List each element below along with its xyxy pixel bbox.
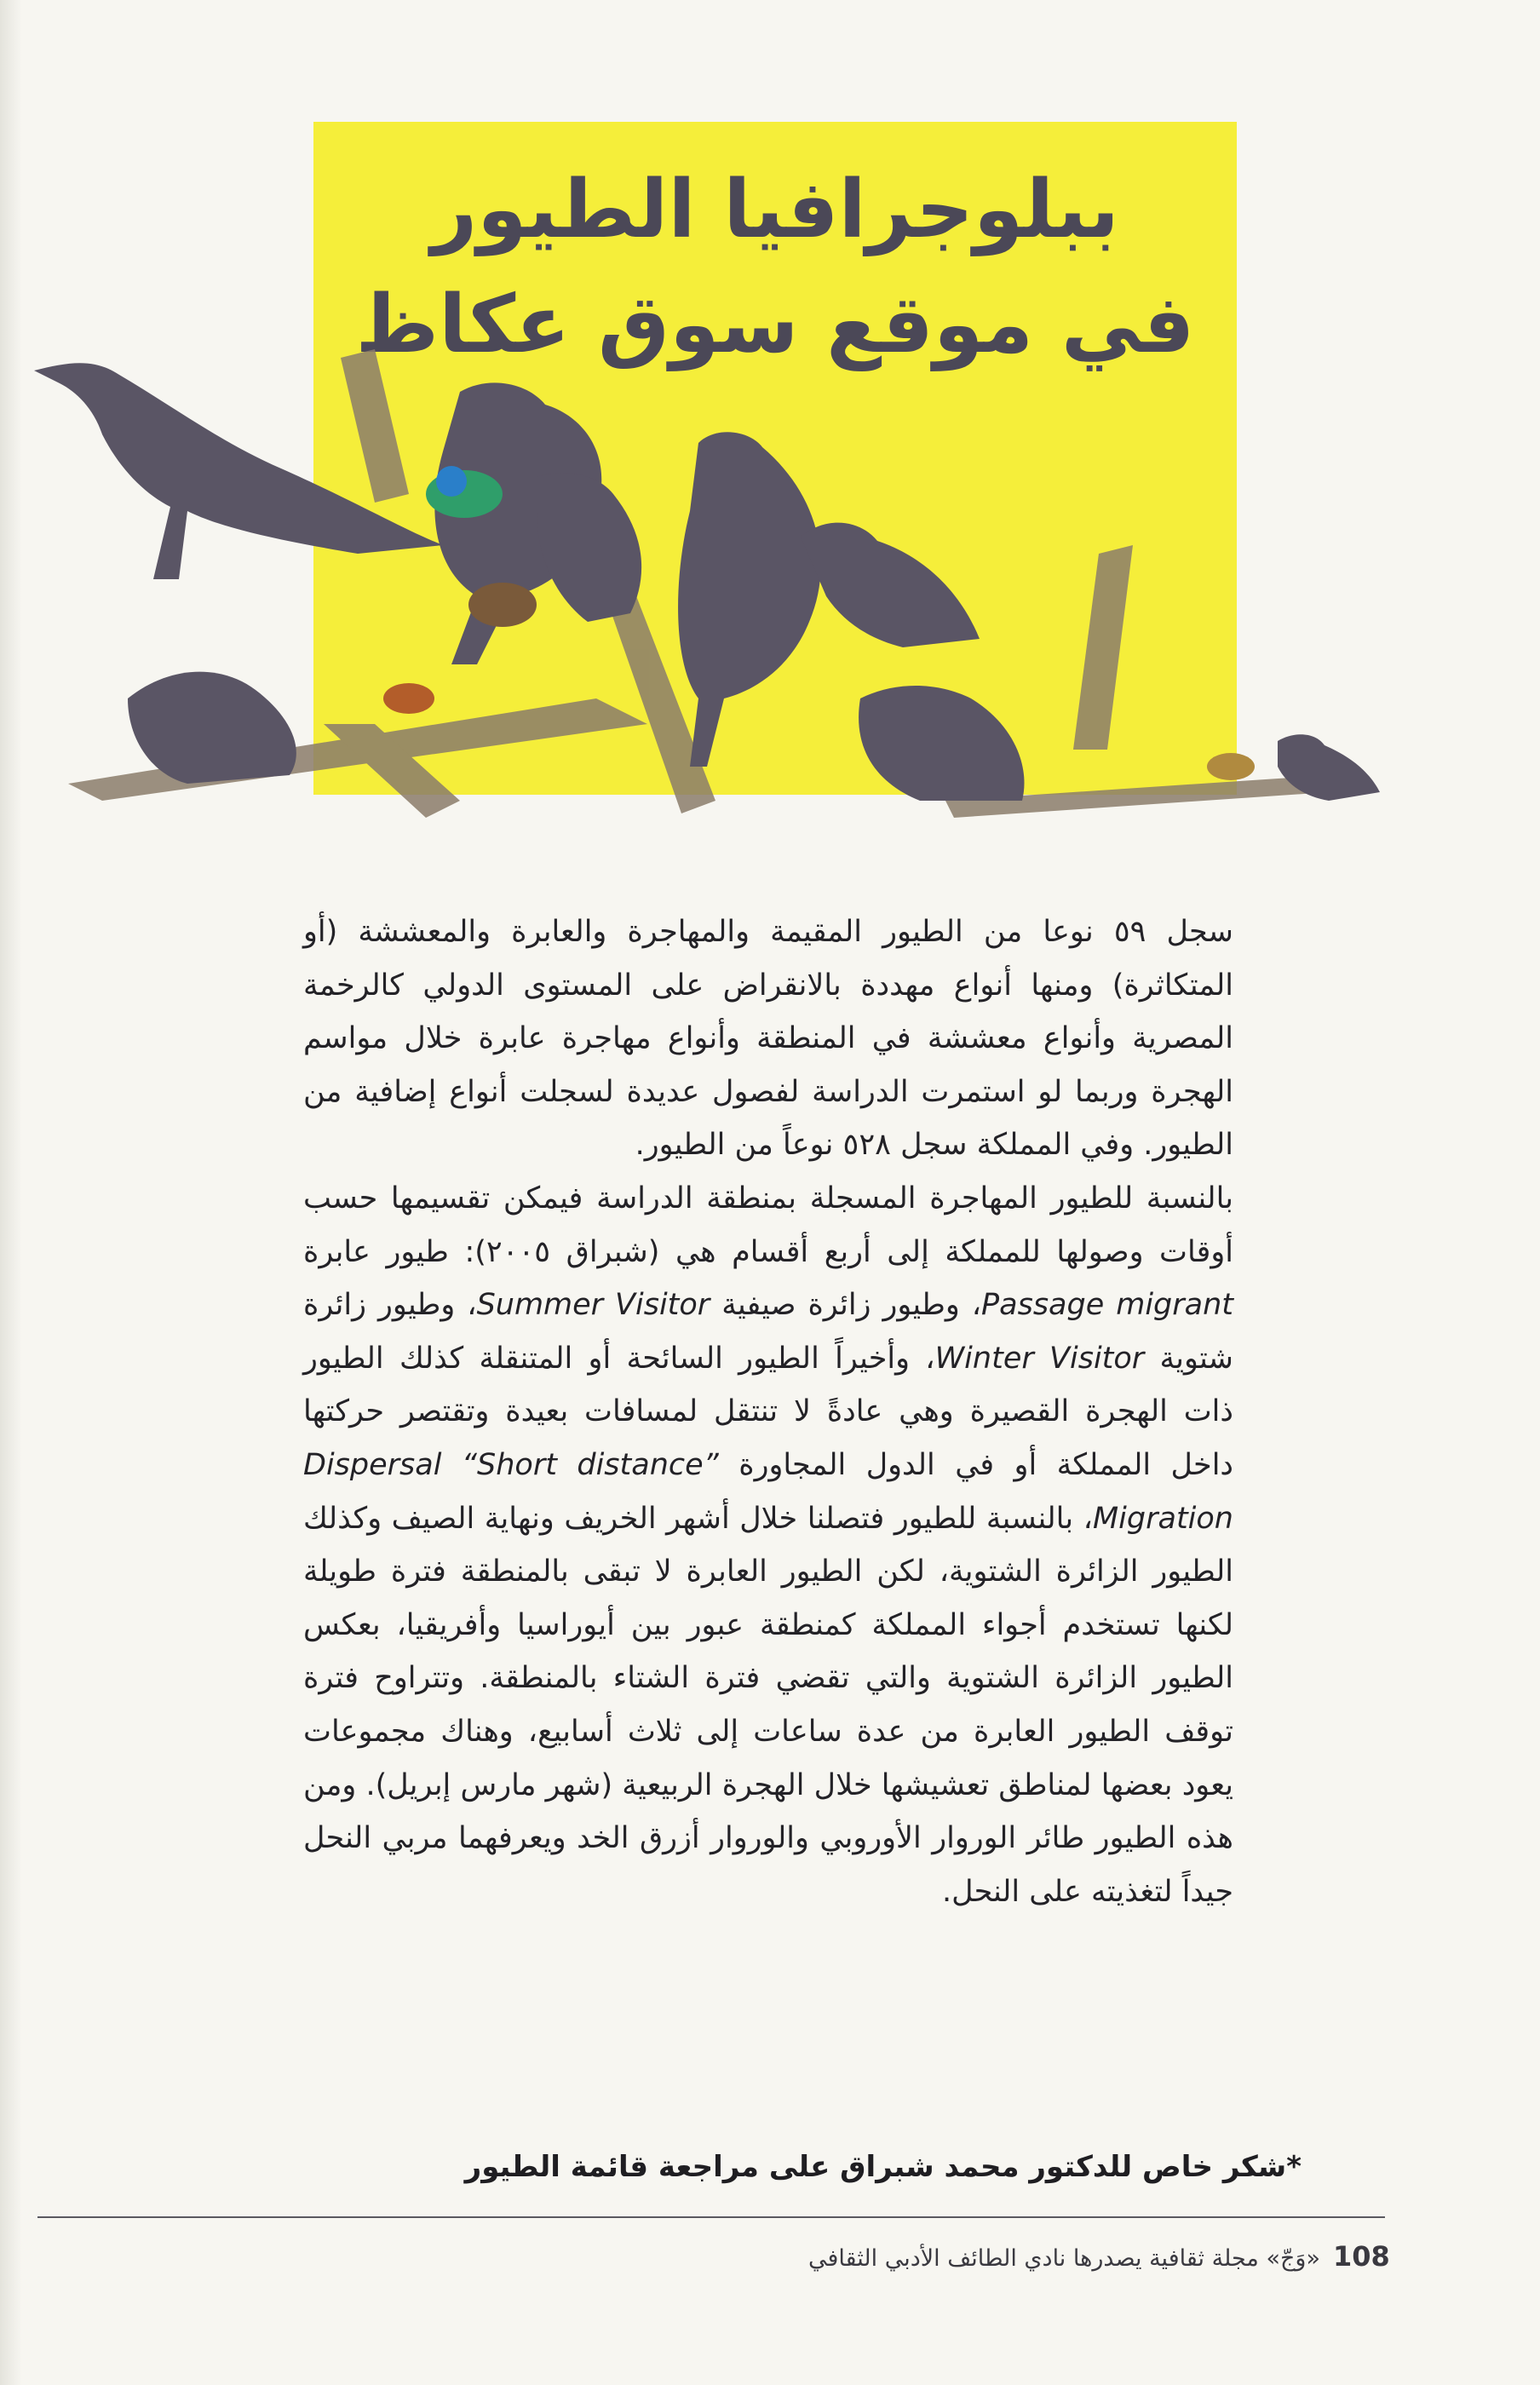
- yellow-brown-bird: [1207, 753, 1255, 780]
- bird-silhouette-perched-mid: [537, 473, 641, 622]
- paragraph-2-text: ، وطيور زائرة صيفية: [721, 1288, 982, 1323]
- footer-divider: [37, 2216, 1385, 2218]
- paragraph-2-text: ، وطيور زائرة شتوية: [303, 1288, 1233, 1376]
- paragraph-2-text: ، بالنسبة للطيور فتصلنا خلال أشهر الخريف ونهاية الصيف وكذلك الطيور الزائرة الشتوية، لكن الطيور العابرة لا تبقى بالمنطقة فترة طويلة لكنها تستخدم أجواء المملكة كمنطقة عبور بين أيوراسيا وأفريقيا، بعكس الطيور الزائرة الشتوية والتي تقضي فترة الشتاء بالمنطقة. وتتراوح فترة توقف الطيور العابرة من عدة ساعات إلى ثلاث أسابيع، وهناك مجموعات يعود بعضها لمناطق تعشيشها خلال الهجرة الربيعية (شهر مارس إبريل). ومن هذه الطيور طائر الوروار الأوروبي والوروار أزرق الخد ويعرفهما مربي النحل جيداً لتغذيته على النحل.: [303, 1501, 1233, 1909]
- bird-silhouette-large-right: [859, 686, 1024, 801]
- paragraph-2-text: ، وأخيراً الطيور السائحة أو المتنقلة كذلك الطيور ذات الهجرة القصيرة وهي عادةً لا تنتقل لمسافات بعيدة وتقتصر حركتها داخل المملكة أو في الدول المجاورة: [303, 1341, 1234, 1482]
- paragraph-2-text: بالنسبة للطيور المهاجرة المسجلة بمنطقة الدراسة فيمكن تقسيمها حسب أوقات وصولها للمملكة إلى أربع أقسام هي (شبراق ٢٠٠٥): طيور عابرة: [303, 1181, 1234, 1269]
- bird-silhouette-right-perched: [801, 523, 980, 647]
- bird-silhouette-bottom-left: [128, 672, 296, 784]
- article-title-line2: في موقع سوق عكاظ: [355, 279, 1195, 371]
- bird-silhouette-upright: [678, 432, 821, 767]
- page-number: 108: [1333, 2240, 1390, 2273]
- term-passage-migrant: Passage migrant: [981, 1288, 1233, 1323]
- term-summer-visitor: Summer Visitor: [476, 1288, 710, 1323]
- orange-bird: [383, 683, 434, 714]
- article-title-line1: ببلوجرافيا الطيور: [431, 164, 1119, 256]
- brown-bird: [468, 583, 537, 627]
- term-winter-visitor: Winter Visitor: [934, 1341, 1145, 1376]
- magazine-footer: «وَجّ» مجلة ثقافية يصدرها نادي الطائف الأدبي الثقافي: [807, 2245, 1320, 2272]
- bird-silhouettes-illustration: [0, 324, 1540, 869]
- paragraph-2: [303, 1172, 1233, 1918]
- article-body: [303, 905, 1233, 1918]
- acknowledgement-note: *شكر خاص للدكتور محمد شبراق على مراجعة قائمة الطيور: [464, 2150, 1302, 2184]
- paragraph-1: سجل ٥٩ نوعا من الطيور المقيمة والمهاجرة والعابرة والمعششة (أو المتكاثرة) ومنها أنواع مهددة بالانقراض على المستوى الدولي كالرخمة المصرية وأنواع معششة في المنطقة وأنواع مهاجرة عابرة خلال مواسم الهجرة وربما لو استمرت الدراسة لفصول عديدة لسجلت أنواع إضافية من الطيور. وفي المملكة سجل ٥٢٨ نوعاً من الطيور.: [303, 915, 1233, 1163]
- bird-silhouettes: [34, 363, 1380, 801]
- term-short-distance-migration: Dispersal “Short distance” Migration: [303, 1447, 1233, 1536]
